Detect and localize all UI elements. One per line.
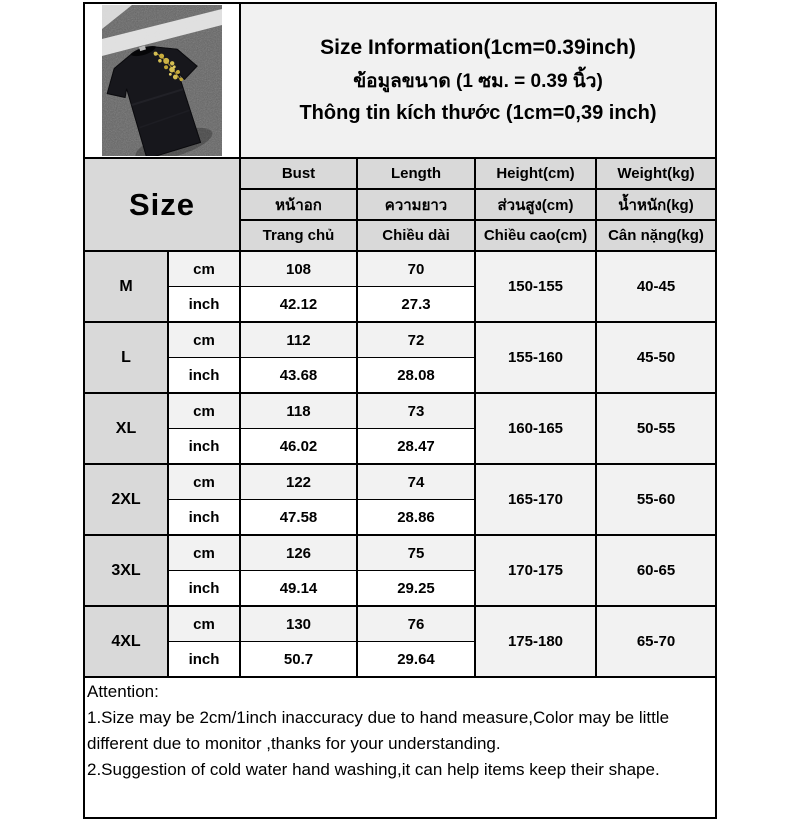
note-heading: Attention: [87,682,159,701]
note-line: 2.Suggestion of cold water hand washing,it can help items keep their shape. [87,760,660,779]
height-range-cell: 170-175 [475,535,596,606]
bust-value-cell: 126 [240,535,357,571]
bust-value-cell: 42.12 [240,287,357,323]
height-range-cell: 155-160 [475,322,596,393]
length-value-cell: 70 [357,251,475,287]
length-value-cell: 29.25 [357,571,475,607]
unit-cell: inch [168,429,240,465]
bust-value-cell: 46.02 [240,429,357,465]
length-value-cell: 74 [357,464,475,500]
bust-header-vi: Trang chủ [240,220,357,251]
weight-range-cell: 40-45 [596,251,716,322]
height-range-cell: 175-180 [475,606,596,677]
size-chart-sheet [83,2,717,819]
bust-header-th: หน้าอก [240,189,357,220]
height-header-vi: Chiều cao(cm) [475,220,596,251]
weight-header-en: Weight(kg) [596,158,716,189]
bust-value-cell: 47.58 [240,500,357,536]
top-section [84,3,716,158]
bust-value-cell: 118 [240,393,357,429]
attention-notes [84,677,716,818]
length-value-cell: 76 [357,606,475,642]
length-value-cell: 73 [357,393,475,429]
unit-cell: cm [168,251,240,287]
length-header-vi: Chiều dài [357,220,475,251]
weight-range-cell: 50-55 [596,393,716,464]
weight-range-cell: 45-50 [596,322,716,393]
weight-range-cell: 65-70 [596,606,716,677]
height-range-cell: 160-165 [475,393,596,464]
length-header-th: ความยาว [357,189,475,220]
unit-cell: inch [168,358,240,394]
size-table [83,2,717,819]
weight-range-cell: 60-65 [596,535,716,606]
table-row [84,535,716,571]
length-value-cell: 28.47 [357,429,475,465]
size-label-cell: M [84,251,168,322]
length-value-cell: 28.86 [357,500,475,536]
length-value-cell: 29.64 [357,642,475,678]
bust-value-cell: 130 [240,606,357,642]
length-value-cell: 28.08 [357,358,475,394]
bust-value-cell: 49.14 [240,571,357,607]
notes-section [84,677,716,818]
size-label-cell: L [84,322,168,393]
note-line: 1.Size may be 2cm/1inch inaccuracy due to hand measure,Color may be little different due to monitor ,thanks for your understanding. [87,708,670,753]
height-header-en: Height(cm) [475,158,596,189]
bust-value-cell: 112 [240,322,357,358]
unit-cell: inch [168,287,240,323]
title-cell [240,3,716,158]
unit-cell: cm [168,322,240,358]
length-value-cell: 72 [357,322,475,358]
table-row [84,322,716,358]
bust-value-cell: 122 [240,464,357,500]
unit-cell: inch [168,500,240,536]
unit-cell: cm [168,606,240,642]
weight-range-cell: 55-60 [596,464,716,535]
size-label-cell: 3XL [84,535,168,606]
unit-cell: cm [168,535,240,571]
unit-cell: inch [168,642,240,678]
unit-cell: inch [168,571,240,607]
table-row [84,393,716,429]
product-photo [102,5,222,156]
size-header-cell: Size [84,158,240,251]
weight-header-vi: Cân nặng(kg) [596,220,716,251]
table-row [84,606,716,642]
bust-value-cell: 50.7 [240,642,357,678]
size-label-cell: 4XL [84,606,168,677]
bust-value-cell: 108 [240,251,357,287]
weight-header-th: น้ำหนัก(kg) [596,189,716,220]
title-vietnamese: Thông tin kích thước (1cm=0,39 inch) [299,102,657,124]
table-row [84,251,716,287]
size-label-cell: 2XL [84,464,168,535]
unit-cell: cm [168,393,240,429]
height-range-cell: 150-155 [475,251,596,322]
header-row-en [84,158,716,189]
size-label-cell: XL [84,393,168,464]
table-row [84,464,716,500]
product-photo-cell [84,3,240,158]
length-value-cell: 27.3 [357,287,475,323]
length-header-en: Length [357,158,475,189]
height-header-th: ส่วนสูง(cm) [475,189,596,220]
title-english: Size Information(1cm=0.39inch) [320,36,636,59]
height-range-cell: 165-170 [475,464,596,535]
bust-value-cell: 43.68 [240,358,357,394]
unit-cell: cm [168,464,240,500]
title-thai: ข้อมูลขนาด (1 ซม. = 0.39 นิ้ว) [353,71,603,92]
bust-header-en: Bust [240,158,357,189]
length-value-cell: 75 [357,535,475,571]
